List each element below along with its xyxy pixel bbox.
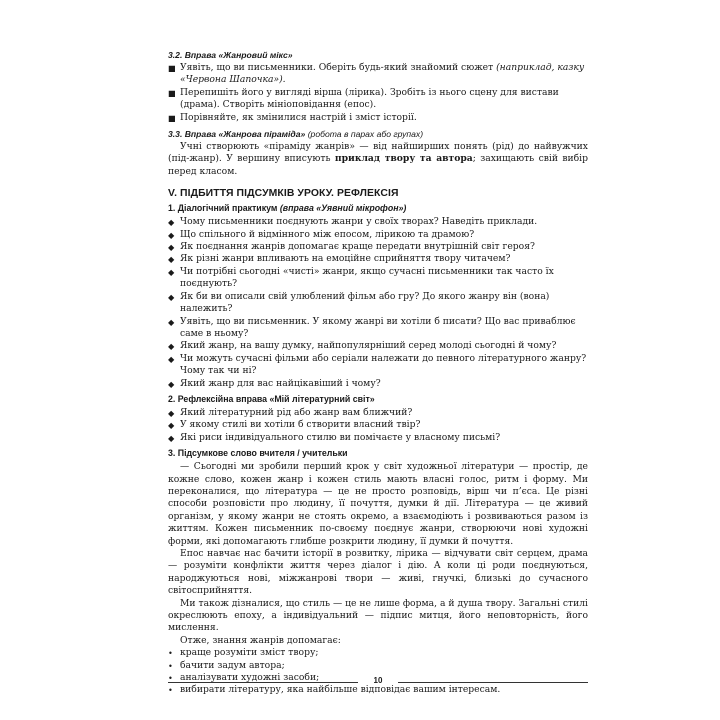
list-item: ◆ Який жанр для вас найцікавіший і чому? bbox=[168, 377, 381, 389]
exercise-3-2-list bbox=[168, 62, 588, 124]
list-item: ◆ Уявіть, що ви письменник. У якому жанрі ви хотіли б писати? Що вас приваблює саме в ньому? bbox=[168, 315, 576, 339]
list-item: ■ Уявіть, що ви письменники. Оберіть будь-який знайомий сюжет (наприклад, казку «Червона Шапочка»). bbox=[168, 62, 585, 86]
list-item: ◆ Як би ви описали свій улюблений фільм або гру? До якого жанру він (вона) належить? bbox=[168, 290, 550, 315]
list-item: ◆ Які риси індивідуального стилю ви помічаєте у власному письмі? bbox=[168, 431, 501, 443]
page-footer bbox=[168, 676, 588, 690]
reflection-exercise-title: 2. Рефлексійна вправа «Мій літературний світ» bbox=[168, 393, 375, 404]
list-item: ◆ Чому письменники поєднують жанри у своїх творах? Наведіть приклади. bbox=[168, 216, 538, 228]
list-item: • бачити задум автора; bbox=[168, 659, 285, 671]
dialog-practicum-title: 1. Діалогічний практикум (вправа «Уявний мікрофон») bbox=[168, 203, 407, 214]
list-item: ◆ Чи можуть сучасні фільми або серіали належати до певного літературного жанру? Чому так чи ні? bbox=[168, 352, 587, 377]
list-item: ◆ Який літературний рід або жанр вам ближчий? bbox=[168, 406, 413, 418]
summary-paragraph: Епос навчає нас бачити історії в розвитку, лірика — відчувати світ серцем, драма — розуміти конфлікти життя через діалог і дію. А коли ці роди поєднуються, народжуються нові, міжжанрові твори — живі, гнучкі, близькі до сучасного світосприйняття. bbox=[168, 548, 588, 597]
page-number: 10 bbox=[373, 676, 383, 685]
exercise-3-3-text: Учні створюють «піраміду жанрів» — від найширших понять (рід) до найвужчих (під-жанр). У вершину вписують приклад твору та автора; захищають свій вибір перед класом. bbox=[168, 141, 588, 177]
section-title: V. ПІДБИТТЯ ПІДСУМКІВ УРОКУ. РЕФЛЕКСІЯ bbox=[168, 188, 399, 200]
teacher-summary-title: 3. Підсумкове слово вчителя / учительки bbox=[168, 448, 348, 459]
summary-paragraph: Отже, знання жанрів допомагає: bbox=[180, 634, 341, 646]
list-item: ◆ У якому стилі ви хотіли б створити власний твір? bbox=[168, 419, 421, 431]
exercise-3-2-title: 3.2. Вправа «Жанровий мікс» bbox=[168, 50, 293, 60]
list-item: ■ Порівняйте, як змінилися настрій і зміст історії. bbox=[168, 111, 417, 123]
footer-divider-right bbox=[398, 682, 588, 683]
list-item: ◆ Як поєднання жанрів допомагає краще передати внутрішній світ героя? bbox=[168, 241, 535, 253]
reflection-list bbox=[168, 407, 588, 444]
exercise-3-3-title: 3.3. Вправа «Жанрова піраміда» (робота в парах або групах) bbox=[168, 129, 424, 140]
list-item: • краще розуміти зміст твору; bbox=[168, 647, 319, 659]
list-item: ◆ Що спільного й відмінного між епосом, лірикою та драмою? bbox=[168, 228, 475, 240]
list-item: ◆ Який жанр, на вашу думку, найпопулярніший серед молоді сьогодні й чому? bbox=[168, 340, 557, 352]
list-item: • вибирати літературу, яка найбільше відповідає вашим інтересам. bbox=[168, 684, 501, 696]
summary-paragraph: — Сьогодні ми зробили перший крок у світ художньої літератури — простір, де кожне слово, кожен жанр і кожен стиль мають власні голос, ритм і форму. Ми переконалися, що література — це не просто розповідь, вірш чи п’єса. Це різні способи розповісти про людину, її почуття, думки й дії. Література — це живий організм, у якому жанри не стоять окремо, а взаємодіють і розвиваються разом із життям. Кожен письменник по-своєму поєднує жанри, створюючи нові художні форми, які допомагають глибше розкрити людину, її думки й почуття. bbox=[168, 461, 588, 547]
dialog-question-list bbox=[168, 216, 588, 390]
list-item: ◆ Чи потрібні сьогодні «чисті» жанри, якщо сучасні письменники так часто їх поєднують? bbox=[168, 265, 554, 290]
summary-paragraph: Ми також дізналися, що стиль — це не лише форма, а й душа твору. Загальні стилі окреслюють епоху, а індивідуальний — підпис митця, його неповторність, його мислення. bbox=[168, 597, 588, 634]
page-content bbox=[168, 50, 588, 697]
list-item: ■ Перепишіть його у вигляді вірша (лірика). Зробіть із нього сцену для вистави (драма). Створіть мініоповідання (епос). bbox=[168, 86, 559, 111]
list-item: • аналізувати художні засоби; bbox=[168, 672, 320, 684]
list-item: ◆ Як різні жанри впливають на емоційне сприйняття твору читачем? bbox=[168, 253, 511, 265]
